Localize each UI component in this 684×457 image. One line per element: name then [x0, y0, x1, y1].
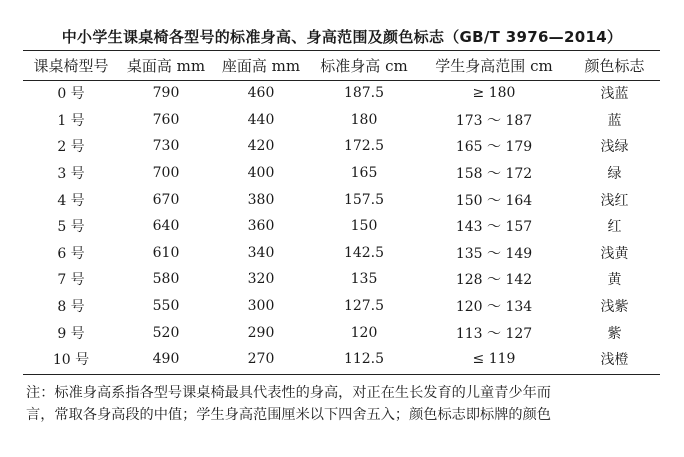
- cell-height-range: 143 ～ 157: [455, 219, 533, 236]
- cell-height-range: 128 ～ 142: [455, 272, 533, 289]
- cell-height-range: 150 ～ 164: [455, 192, 533, 209]
- header-desk-height: 桌面高 mm: [126, 57, 206, 75]
- footnote-line-2: 言，常取各身高段的中值；学生身高范围厘米以下四舍五入；颜色标志即标牌的颜色: [26, 407, 551, 423]
- cell-desk-height: 490: [152, 351, 180, 368]
- cell-desk-height: 790: [152, 85, 180, 102]
- cell-color-mark: 浅红: [600, 192, 629, 209]
- cell-standard-height: 172.5: [343, 138, 385, 155]
- desk-size-table: [23, 51, 660, 373]
- header-color-mark: 颜色标志: [584, 57, 645, 75]
- cell-standard-height: 157.5: [343, 191, 385, 208]
- cell-seat-height: 340: [247, 244, 275, 261]
- cell-desk-height: 700: [152, 165, 180, 182]
- cell-standard-height: 135: [350, 271, 378, 288]
- table-row: [23, 319, 660, 346]
- cell-model: 7 号: [57, 272, 85, 289]
- cell-height-range: 135 ～ 149: [455, 245, 533, 262]
- table-footnote: [26, 382, 656, 426]
- cell-color-mark: 浅绿: [600, 139, 629, 156]
- cell-seat-height: 440: [247, 111, 275, 128]
- header-height-range: 学生身高范围 cm: [435, 57, 553, 75]
- cell-color-mark: 蓝: [607, 112, 622, 129]
- header-standard-height: 标准身高 cm: [320, 57, 408, 75]
- header-seat-height: 座面高 mm: [221, 57, 301, 75]
- cell-desk-height: 760: [152, 111, 180, 128]
- footnote-line-1: 注：标准身高系指各型号课桌椅最具代表性的身高，对正在生长发育的儿童青少年而: [26, 385, 551, 401]
- table-row: [23, 266, 660, 293]
- cell-height-range: ≤ 119: [472, 351, 516, 368]
- table-row: [23, 160, 660, 187]
- cell-height-range: 113 ～ 127: [455, 325, 533, 342]
- cell-seat-height: 460: [247, 85, 275, 102]
- cell-color-mark: 红: [607, 219, 622, 236]
- cell-model: 0 号: [57, 86, 85, 103]
- cell-seat-height: 380: [247, 191, 275, 208]
- table-row: [23, 107, 660, 134]
- cell-model: 5 号: [57, 219, 85, 236]
- cell-model: 9 号: [57, 325, 85, 342]
- cell-color-mark: 浅橙: [600, 352, 629, 369]
- cell-model: 3 号: [57, 166, 85, 183]
- cell-standard-height: 187.5: [343, 85, 385, 102]
- cell-seat-height: 270: [247, 351, 275, 368]
- cell-color-mark: 浅黄: [600, 245, 629, 262]
- table-title: 中小学生课桌椅各型号的标准身高、身高范围及颜色标志（GB/T 3976—2014）: [61, 28, 623, 46]
- table-bottom-rule: [23, 374, 660, 375]
- cell-standard-height: 165: [350, 165, 378, 182]
- cell-model: 2 号: [57, 139, 85, 156]
- cell-desk-height: 520: [152, 324, 180, 341]
- cell-standard-height: 120: [350, 324, 378, 341]
- cell-seat-height: 290: [247, 324, 275, 341]
- table-row: [23, 133, 660, 160]
- cell-standard-height: 127.5: [343, 298, 385, 315]
- cell-model: 8 号: [57, 299, 85, 316]
- cell-desk-height: 550: [152, 298, 180, 315]
- header-model: 课桌椅型号: [33, 57, 109, 75]
- table-row: [23, 293, 660, 320]
- cell-standard-height: 150: [350, 218, 378, 235]
- cell-desk-height: 610: [152, 244, 180, 261]
- cell-model: 6 号: [57, 245, 85, 262]
- cell-desk-height: 670: [152, 191, 180, 208]
- table-row: [23, 186, 660, 213]
- cell-desk-height: 730: [152, 138, 180, 155]
- table-row: [23, 80, 660, 107]
- cell-desk-height: 640: [152, 218, 180, 235]
- cell-color-mark: 紫: [607, 325, 622, 342]
- cell-model: 10 号: [52, 352, 90, 369]
- cell-height-range: 120 ～ 134: [455, 299, 533, 316]
- cell-height-range: 158 ～ 172: [455, 166, 533, 183]
- cell-seat-height: 360: [247, 218, 275, 235]
- cell-color-mark: 绿: [607, 166, 622, 183]
- table-header-row: [23, 51, 660, 80]
- cell-color-mark: 浅蓝: [600, 86, 629, 103]
- cell-standard-height: 180: [350, 111, 378, 128]
- cell-height-range: 165 ～ 179: [455, 139, 533, 156]
- cell-seat-height: 400: [247, 165, 275, 182]
- cell-seat-height: 320: [247, 271, 275, 288]
- cell-seat-height: 300: [247, 298, 275, 315]
- cell-standard-height: 112.5: [343, 351, 385, 368]
- cell-desk-height: 580: [152, 271, 180, 288]
- cell-color-mark: 黄: [607, 272, 622, 289]
- cell-height-range: 173 ～ 187: [455, 112, 533, 129]
- cell-seat-height: 420: [247, 138, 275, 155]
- table-row: [23, 240, 660, 267]
- cell-height-range: ≥ 180: [472, 85, 516, 102]
- table-row: [23, 346, 660, 373]
- cell-model: 4 号: [57, 192, 85, 209]
- cell-color-mark: 浅紫: [600, 299, 629, 316]
- table-row: [23, 213, 660, 240]
- cell-standard-height: 142.5: [343, 244, 385, 261]
- cell-model: 1 号: [57, 112, 85, 129]
